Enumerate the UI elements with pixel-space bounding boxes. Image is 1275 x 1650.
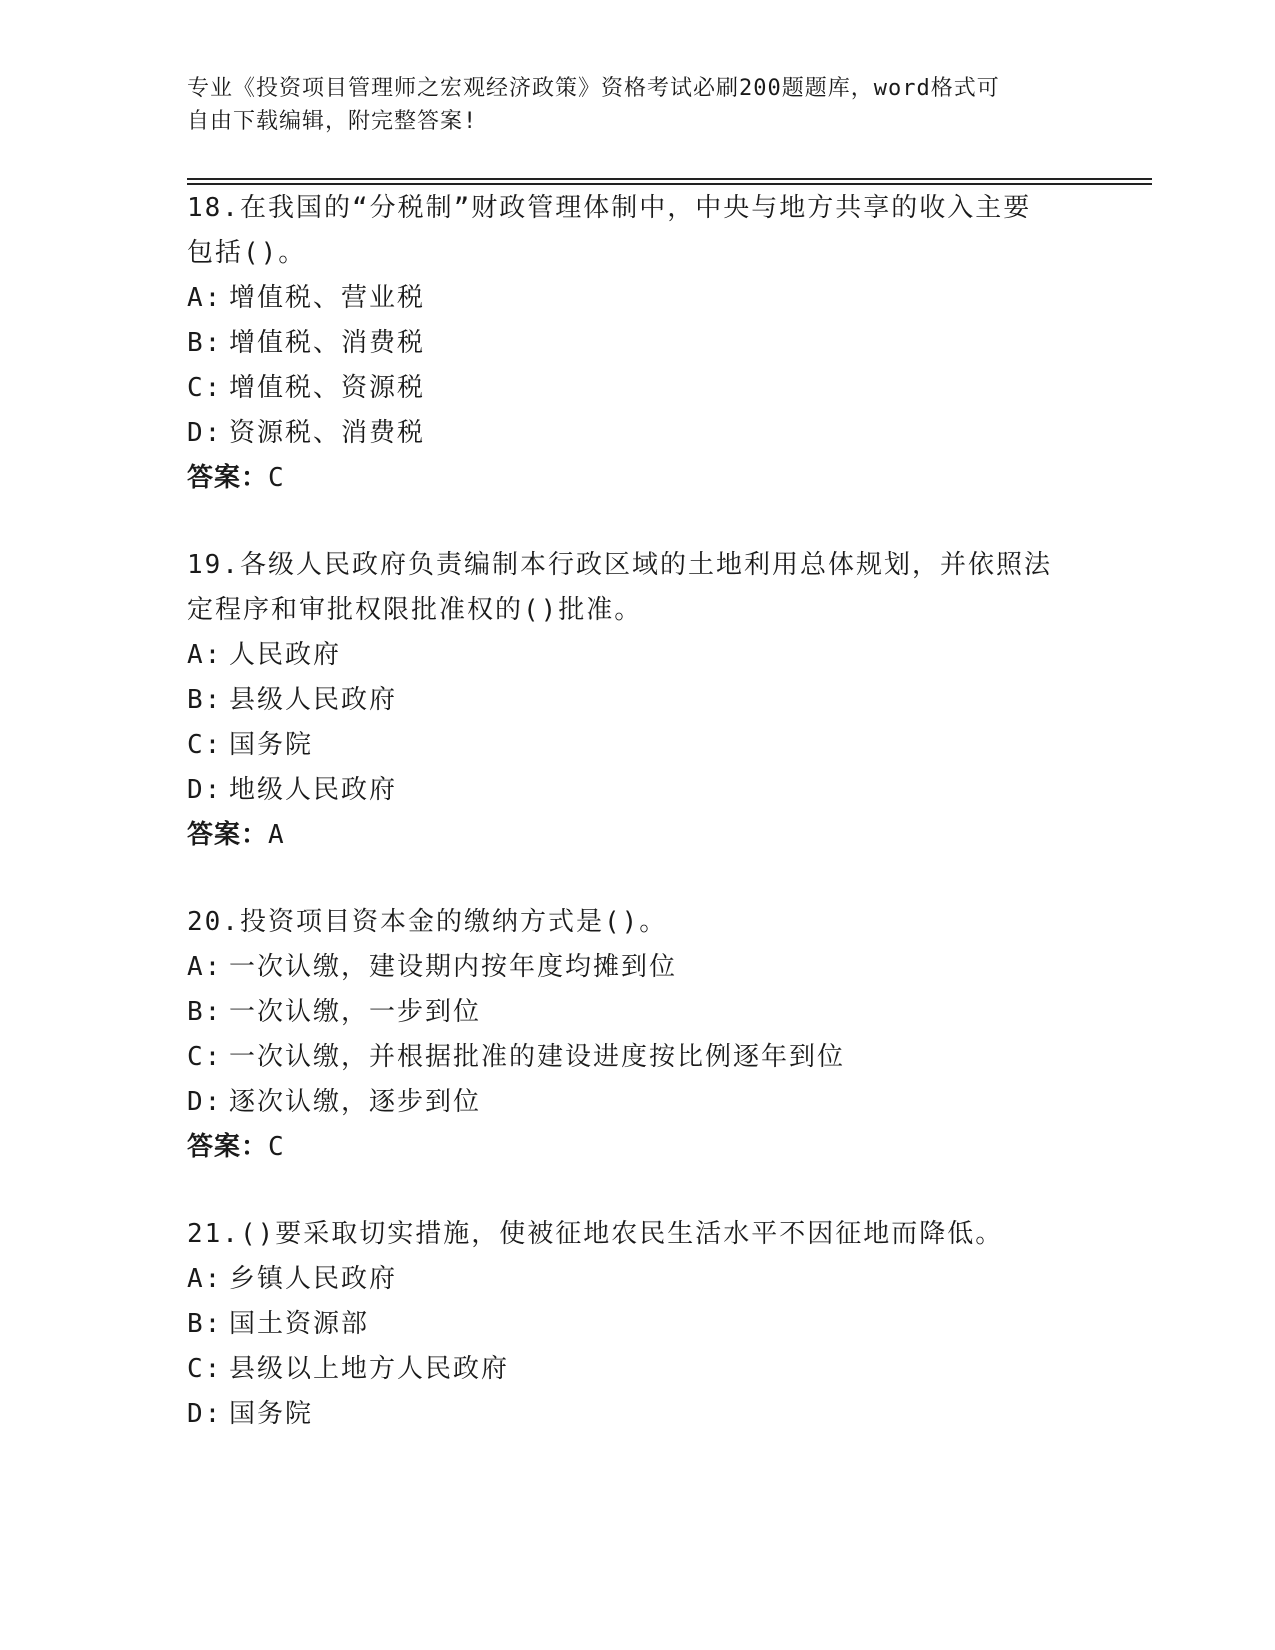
option-a <box>187 945 1067 990</box>
option-key: B: <box>187 997 223 1027</box>
option-text: 资源税、消费税 <box>229 418 426 448</box>
option-key: D: <box>187 1399 223 1429</box>
option-b <box>187 990 1067 1035</box>
option-c <box>187 1035 1067 1080</box>
option-a <box>187 633 1067 678</box>
option-d <box>187 768 1067 813</box>
option-d <box>187 411 1067 456</box>
header-divider-top <box>187 178 1152 180</box>
question-stem-line: 包括()。 <box>187 238 307 268</box>
option-c <box>187 366 1067 411</box>
option-text: 国土资源部 <box>229 1309 370 1339</box>
option-key: C: <box>187 1354 223 1384</box>
option-text: 增值税、资源税 <box>229 373 426 403</box>
option-text: 乡镇人民政府 <box>229 1264 398 1294</box>
question-stem-line: 定程序和审批权限批准权的()批准。 <box>187 595 643 625</box>
question-stem-line: 18.在我国的“分税制”财政管理体制中，中央与地方共享的收入主要 <box>187 193 1032 223</box>
option-key: D: <box>187 775 223 805</box>
option-key: B: <box>187 1309 223 1339</box>
answer-label: 答案： <box>187 463 269 493</box>
option-d <box>187 1392 1067 1437</box>
question-stem-line: 21.()要采取切实措施，使被征地农民生活水平不因征地而降低。 <box>187 1219 1004 1249</box>
option-text: 增值税、消费税 <box>229 328 426 358</box>
header-divider-bottom <box>187 183 1152 185</box>
option-key: D: <box>187 418 223 448</box>
option-text: 逐次认缴，逐步到位 <box>229 1087 482 1117</box>
document-header <box>187 72 1067 138</box>
option-key: C: <box>187 1042 223 1072</box>
option-text: 国务院 <box>229 730 314 760</box>
option-key: C: <box>187 373 223 403</box>
question-21 <box>187 1212 1067 1437</box>
option-text: 一次认缴，并根据批准的建设进度按比例逐年到位 <box>229 1042 846 1072</box>
option-c <box>187 1347 1067 1392</box>
question-18 <box>187 186 1067 501</box>
option-a <box>187 276 1067 321</box>
option-b <box>187 321 1067 366</box>
option-b <box>187 678 1067 723</box>
option-text: 增值税、营业税 <box>229 283 426 313</box>
option-text: 地级人民政府 <box>229 775 398 805</box>
question-stem-line: 19.各级人民政府负责编制本行政区域的土地利用总体规划，并依照法 <box>187 550 1052 580</box>
question-stem-line: 20.投资项目资本金的缴纳方式是()。 <box>187 907 668 937</box>
option-text: 县级人民政府 <box>229 685 398 715</box>
answer-line <box>187 456 1067 501</box>
option-key: A: <box>187 283 223 313</box>
option-text: 国务院 <box>229 1399 314 1429</box>
question-20 <box>187 900 1067 1170</box>
option-text: 县级以上地方人民政府 <box>229 1354 510 1384</box>
option-key: C: <box>187 730 223 760</box>
question-19 <box>187 543 1067 858</box>
header-line-1: 专业《投资项目管理师之宏观经济政策》资格考试必刷200题题库，word格式可 <box>187 76 1000 101</box>
option-key: A: <box>187 952 223 982</box>
option-text: 一次认缴，建设期内按年度均摊到位 <box>229 952 678 982</box>
answer-value: C <box>268 1132 285 1162</box>
option-text: 人民政府 <box>229 640 342 670</box>
option-a <box>187 1257 1067 1302</box>
option-d <box>187 1080 1067 1125</box>
option-c <box>187 723 1067 768</box>
answer-value: C <box>268 463 285 493</box>
answer-line <box>187 813 1067 858</box>
option-b <box>187 1302 1067 1347</box>
option-key: B: <box>187 328 223 358</box>
answer-label: 答案： <box>187 820 269 850</box>
answer-label: 答案： <box>187 1132 269 1162</box>
option-key: A: <box>187 1264 223 1294</box>
option-key: A: <box>187 640 223 670</box>
option-key: B: <box>187 685 223 715</box>
answer-line <box>187 1125 1067 1170</box>
answer-value: A <box>268 820 285 850</box>
option-key: D: <box>187 1087 223 1117</box>
option-text: 一次认缴，一步到位 <box>229 997 482 1027</box>
header-line-2: 自由下载编辑，附完整答案! <box>187 109 478 134</box>
